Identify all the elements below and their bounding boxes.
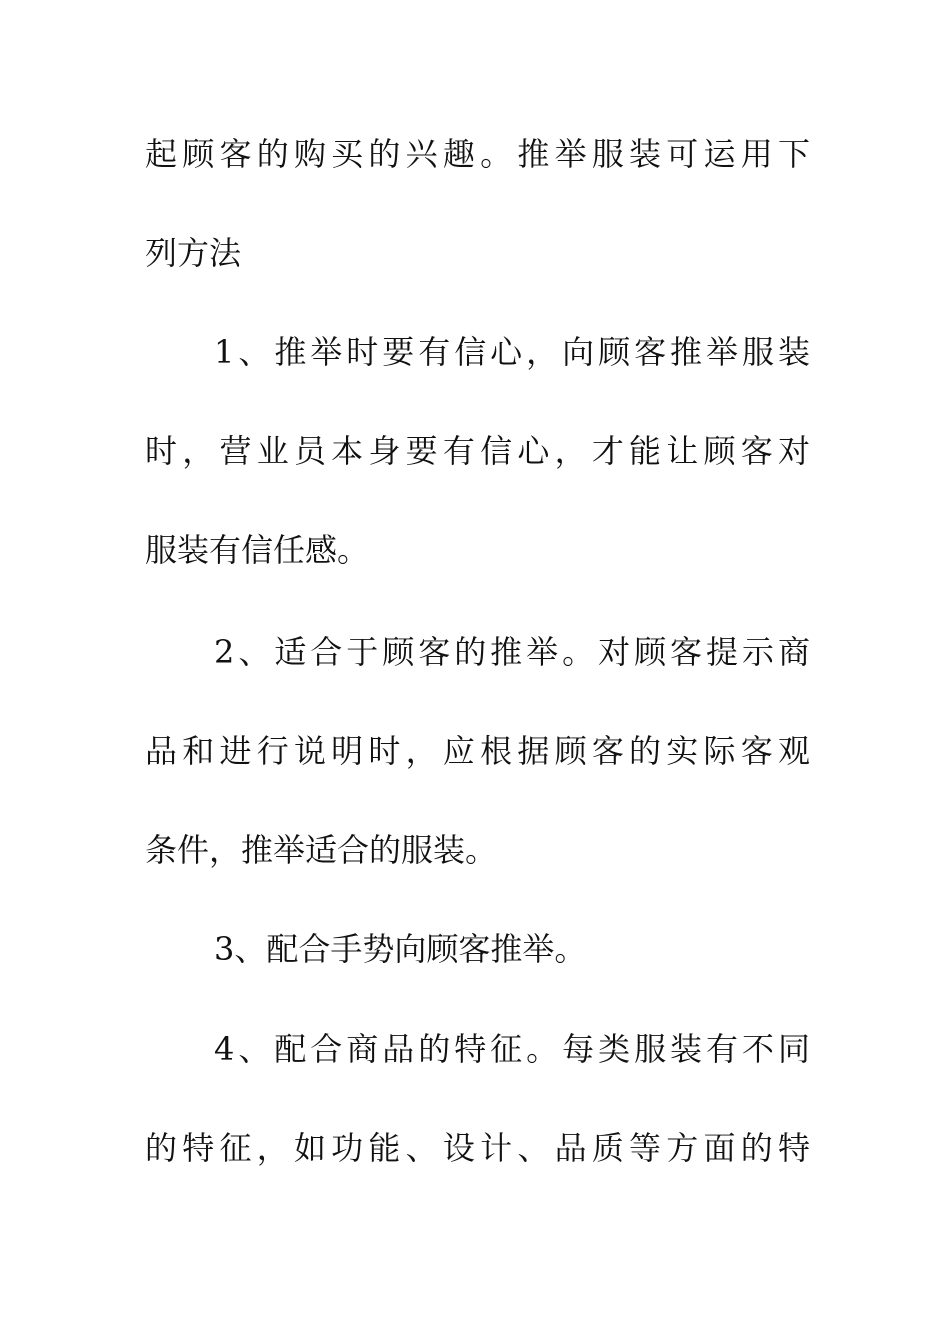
text-line-10: 4、配合商品的特征。每类服装有不同 [214, 1030, 810, 1068]
text-line-5: 服装有信任感。 [145, 531, 370, 569]
text-line-7: 品和进行说明时，应根据顾客的实际客观 [145, 732, 810, 770]
text-line-11: 的特征，如功能、设计、品质等方面的特 [145, 1129, 810, 1167]
text-line-9: 3、配合手势向顾客推举。 [214, 930, 587, 968]
text-line-4: 时，营业员本身要有信心，才能让顾客对 [145, 432, 810, 470]
text-line-8: 条件，推举适合的服装。 [145, 831, 498, 869]
text-line-6: 2、适合于顾客的推举。对顾客提示商 [214, 633, 810, 671]
text-line-3: 1、推举时要有信心，向顾客推举服装 [214, 333, 810, 371]
text-line-2: 列方法 [145, 234, 242, 272]
text-line-1: 起顾客的购买的兴趣。推举服装可运用下 [145, 135, 810, 173]
